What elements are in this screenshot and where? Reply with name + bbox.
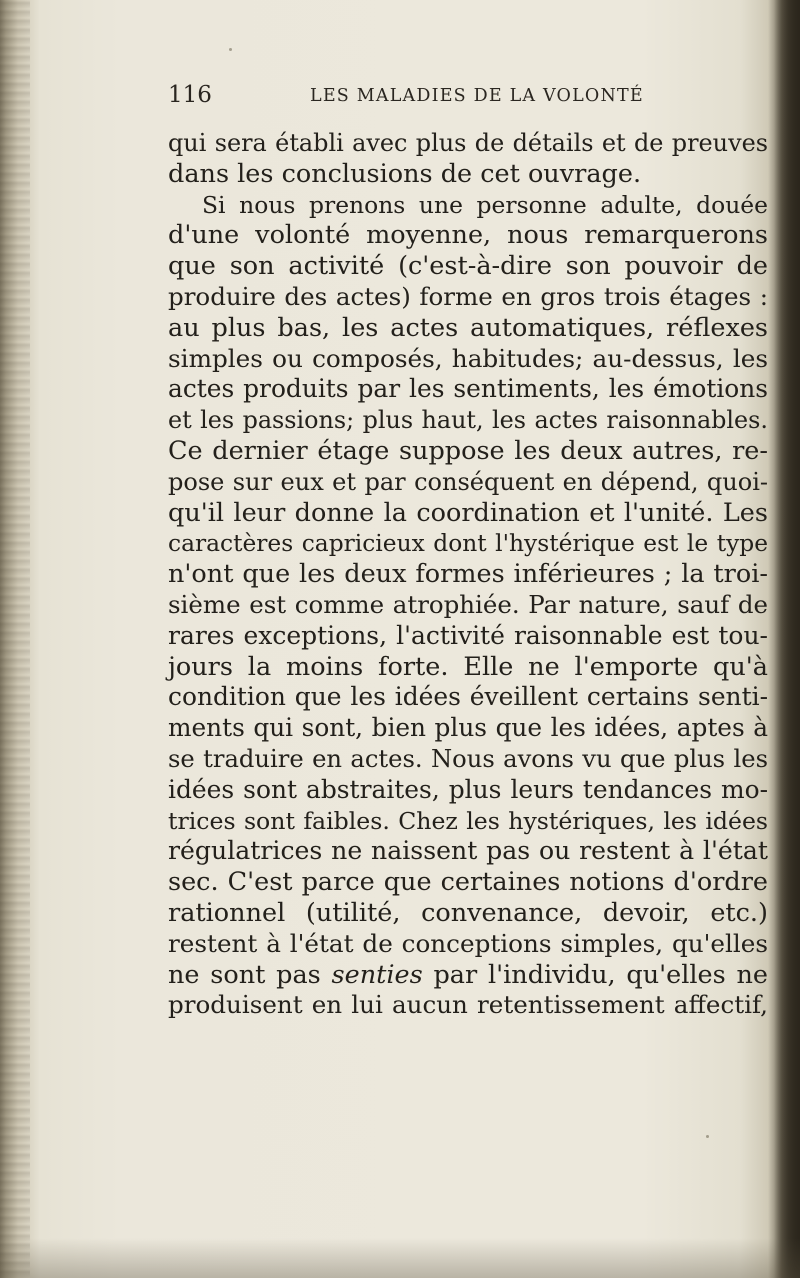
- text-line: et les passions; plus haut, les actes raisonnables.: [168, 406, 768, 435]
- text-line: rares exceptions, l'activité raisonnable est tou-: [168, 620, 768, 650]
- running-title: LES MALADIES DE LA VOLONTÉ: [310, 86, 644, 106]
- text-line: qui sera établi avec plus de détails et de preuves: [168, 129, 768, 157]
- text-line: n'ont que les deux formes inférieures ; la troi-: [168, 559, 768, 590]
- text-line: au plus bas, les actes automatiques, réflexes: [168, 312, 768, 343]
- text-line: Si nous prenons une personne adulte, douée: [202, 190, 768, 219]
- text-line: trices sont faibles. Chez les hystériques, les idées: [168, 806, 768, 835]
- text-run: par l'individu, qu'elles ne: [422, 959, 768, 990]
- italic-word: senties: [331, 959, 423, 990]
- text-line: produisent en lui aucun retentissement affectif,: [168, 990, 768, 1020]
- text-line: ments qui sont, bien plus que les idées, aptes à: [168, 713, 768, 743]
- text-run: ne sont pas: [168, 959, 332, 990]
- text-line: caractères capricieux dont l'hystérique est le type: [168, 529, 768, 558]
- text-line: sième est comme atrophiée. Par nature, sauf de: [168, 589, 768, 619]
- text-line: dans les conclusions de cet ouvrage.: [168, 158, 642, 189]
- text-line: actes produits par les sentiments, les émotions: [168, 374, 768, 404]
- text-line: pose sur eux et par conséquent en dépend, quoi-: [168, 467, 768, 496]
- text-line: qu'il leur donne la coordination et l'unité. Les: [168, 497, 768, 528]
- page-left-edge: [0, 0, 30, 1278]
- text-line: régulatrices ne naissent pas ou restent à l'état: [168, 836, 768, 866]
- text-line: Ce dernier étage suppose les deux autres, re-: [168, 435, 768, 466]
- text-line: produire des actes) forme en gros trois étages :: [168, 281, 768, 311]
- page-gutter-shadow: [774, 0, 800, 1278]
- text-line: simples ou composés, habitudes; au-dessus, les: [168, 343, 768, 373]
- text-line-with-italic: [168, 960, 768, 991]
- body-text: [168, 128, 768, 1021]
- text-line: d'une volonté moyenne, nous remarquerons: [168, 220, 768, 251]
- text-line: rationnel (utilité, convenance, devoir, etc.): [168, 897, 768, 928]
- text-line: condition que les idées éveillent certains senti-: [168, 682, 768, 712]
- text-line: que son activité (c'est-à-dire son pouvoir de: [168, 251, 768, 282]
- text-line: restent à l'état de conceptions simples, qu'elles: [168, 928, 768, 958]
- page-number: 116: [168, 82, 212, 108]
- text-line: jours la moins forte. Elle ne l'emporte qu'à: [168, 651, 768, 682]
- paper-speck: [229, 48, 232, 51]
- text-line: se traduire en actes. Nous avons vu que plus les: [168, 744, 768, 773]
- text-line: idées sont abstraites, plus leurs tendances mo-: [168, 774, 768, 804]
- page-bottom-shade: [0, 1238, 800, 1278]
- running-header: [168, 78, 768, 114]
- paper-speck: [706, 1135, 709, 1138]
- text-line: sec. C'est parce que certaines notions d'ordre: [168, 867, 768, 898]
